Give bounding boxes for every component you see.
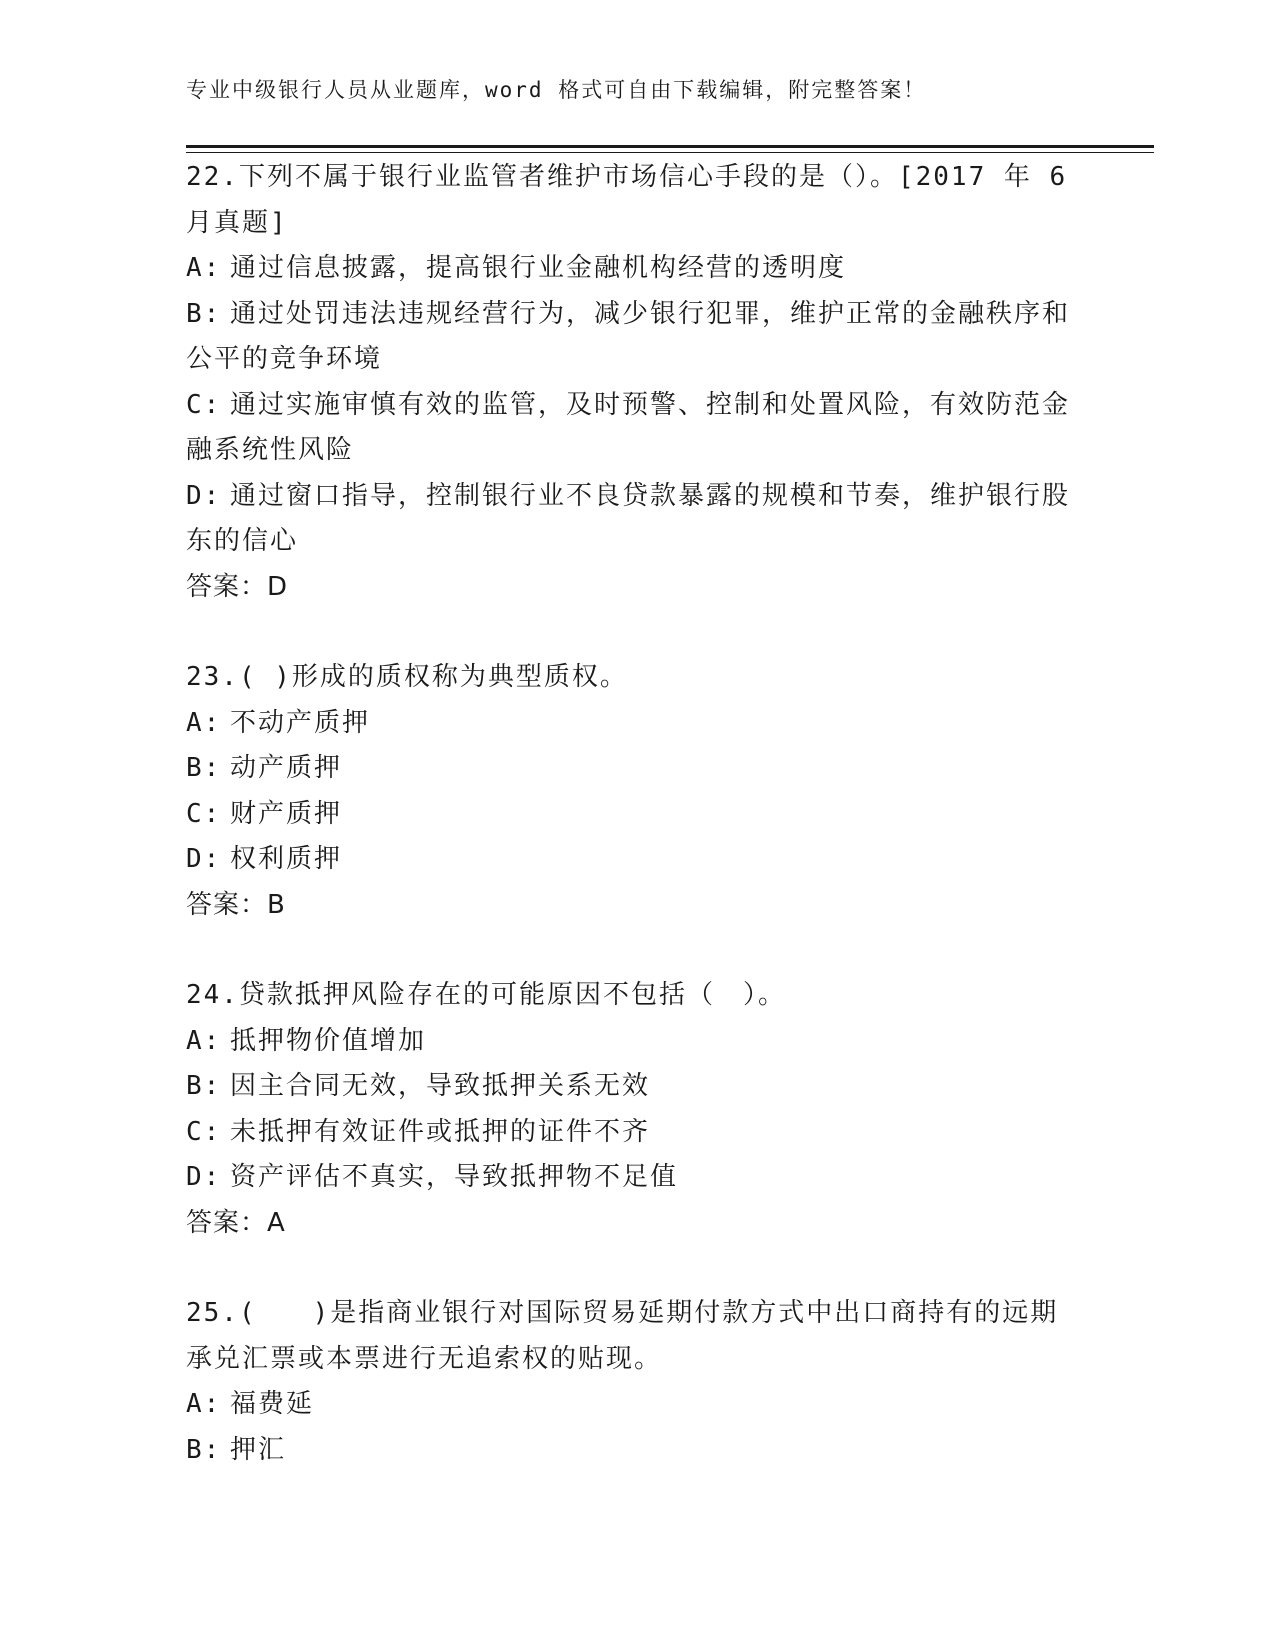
option-text: 未抵押有效证件或抵押的证件不齐 xyxy=(230,1116,651,1147)
option-letter: D: xyxy=(186,480,222,511)
option-text: 通过窗口指导，控制银行业不良贷款暴露的规模和节奏，维护银行股东的信心 xyxy=(186,480,1071,556)
option-text: 通过信息披露，提高银行业金融机构经营的透明度 xyxy=(230,253,847,283)
option-letter: C: xyxy=(186,798,222,829)
page-header: 专业中级银行人员从业题库，word 格式可自由下载编辑，附完整答案！ xyxy=(186,78,927,102)
option-text: 福费延 xyxy=(230,1389,315,1419)
question-22 xyxy=(186,155,1076,610)
option-d xyxy=(186,474,1076,565)
option-c xyxy=(186,1110,1076,1156)
answer: 答案：D xyxy=(186,571,289,602)
option-letter: A: xyxy=(186,253,222,283)
option-text: 权利质押 xyxy=(230,844,343,874)
option-text: 通过实施审慎有效的监管，及时预警、控制和处置风险，有效防范金融系统性风险 xyxy=(186,389,1071,465)
header-rule-thick xyxy=(186,145,1154,148)
option-b xyxy=(186,746,1076,792)
option-text: 不动产质押 xyxy=(230,707,371,738)
question-23 xyxy=(186,655,1076,928)
option-c xyxy=(186,383,1076,474)
option-b xyxy=(186,1064,1076,1110)
option-text: 资产评估不真实，导致抵押物不足值 xyxy=(230,1162,679,1192)
question-stem: 22.下列不属于银行业监管者维护市场信心手段的是（）。[2017 年 6 月真题] xyxy=(186,162,1068,238)
option-text: 因主合同无效，导致抵押关系无效 xyxy=(230,1071,651,1101)
option-letter: B: xyxy=(186,1071,222,1101)
option-a xyxy=(186,701,1076,747)
option-letter: B: xyxy=(186,1434,222,1465)
option-letter: A: xyxy=(186,1389,222,1419)
answer: 答案：A xyxy=(186,1207,286,1238)
header-rule-thin xyxy=(186,152,1154,153)
question-24 xyxy=(186,973,1076,1246)
option-letter: D: xyxy=(186,844,222,874)
option-letter: D: xyxy=(186,1162,222,1192)
option-letter: A: xyxy=(186,1025,222,1056)
answer: 答案：B xyxy=(186,889,286,920)
question-25 xyxy=(186,1291,1076,1473)
option-letter: B: xyxy=(186,298,222,329)
option-d xyxy=(186,1155,1076,1201)
option-b xyxy=(186,292,1076,383)
option-c xyxy=(186,792,1076,838)
option-letter: A: xyxy=(186,707,222,738)
option-text: 押汇 xyxy=(230,1434,287,1465)
option-letter: C: xyxy=(186,389,222,420)
question-stem: 25.( )是指商业银行对国际贸易延期付款方式中出口商持有的远期承兑汇票或本票进行无追索权的贴现。 xyxy=(186,1298,1059,1374)
question-list xyxy=(186,155,1076,1518)
option-b xyxy=(186,1428,1076,1474)
option-a xyxy=(186,1019,1076,1065)
option-text: 财产质押 xyxy=(230,798,343,829)
question-stem: 24.贷款抵押风险存在的可能原因不包括（ ）。 xyxy=(186,980,786,1010)
question-stem: 23.( )形成的质权称为典型质权。 xyxy=(186,662,628,692)
option-d xyxy=(186,837,1076,883)
option-letter: C: xyxy=(186,1116,222,1147)
option-letter: B: xyxy=(186,753,222,783)
option-text: 抵押物价值增加 xyxy=(230,1025,427,1056)
option-text: 通过处罚违法违规经营行为，减少银行犯罪，维护正常的金融秩序和公平的竞争环境 xyxy=(186,298,1071,374)
option-text: 动产质押 xyxy=(230,753,343,783)
option-a xyxy=(186,1382,1076,1428)
option-a xyxy=(186,246,1076,292)
